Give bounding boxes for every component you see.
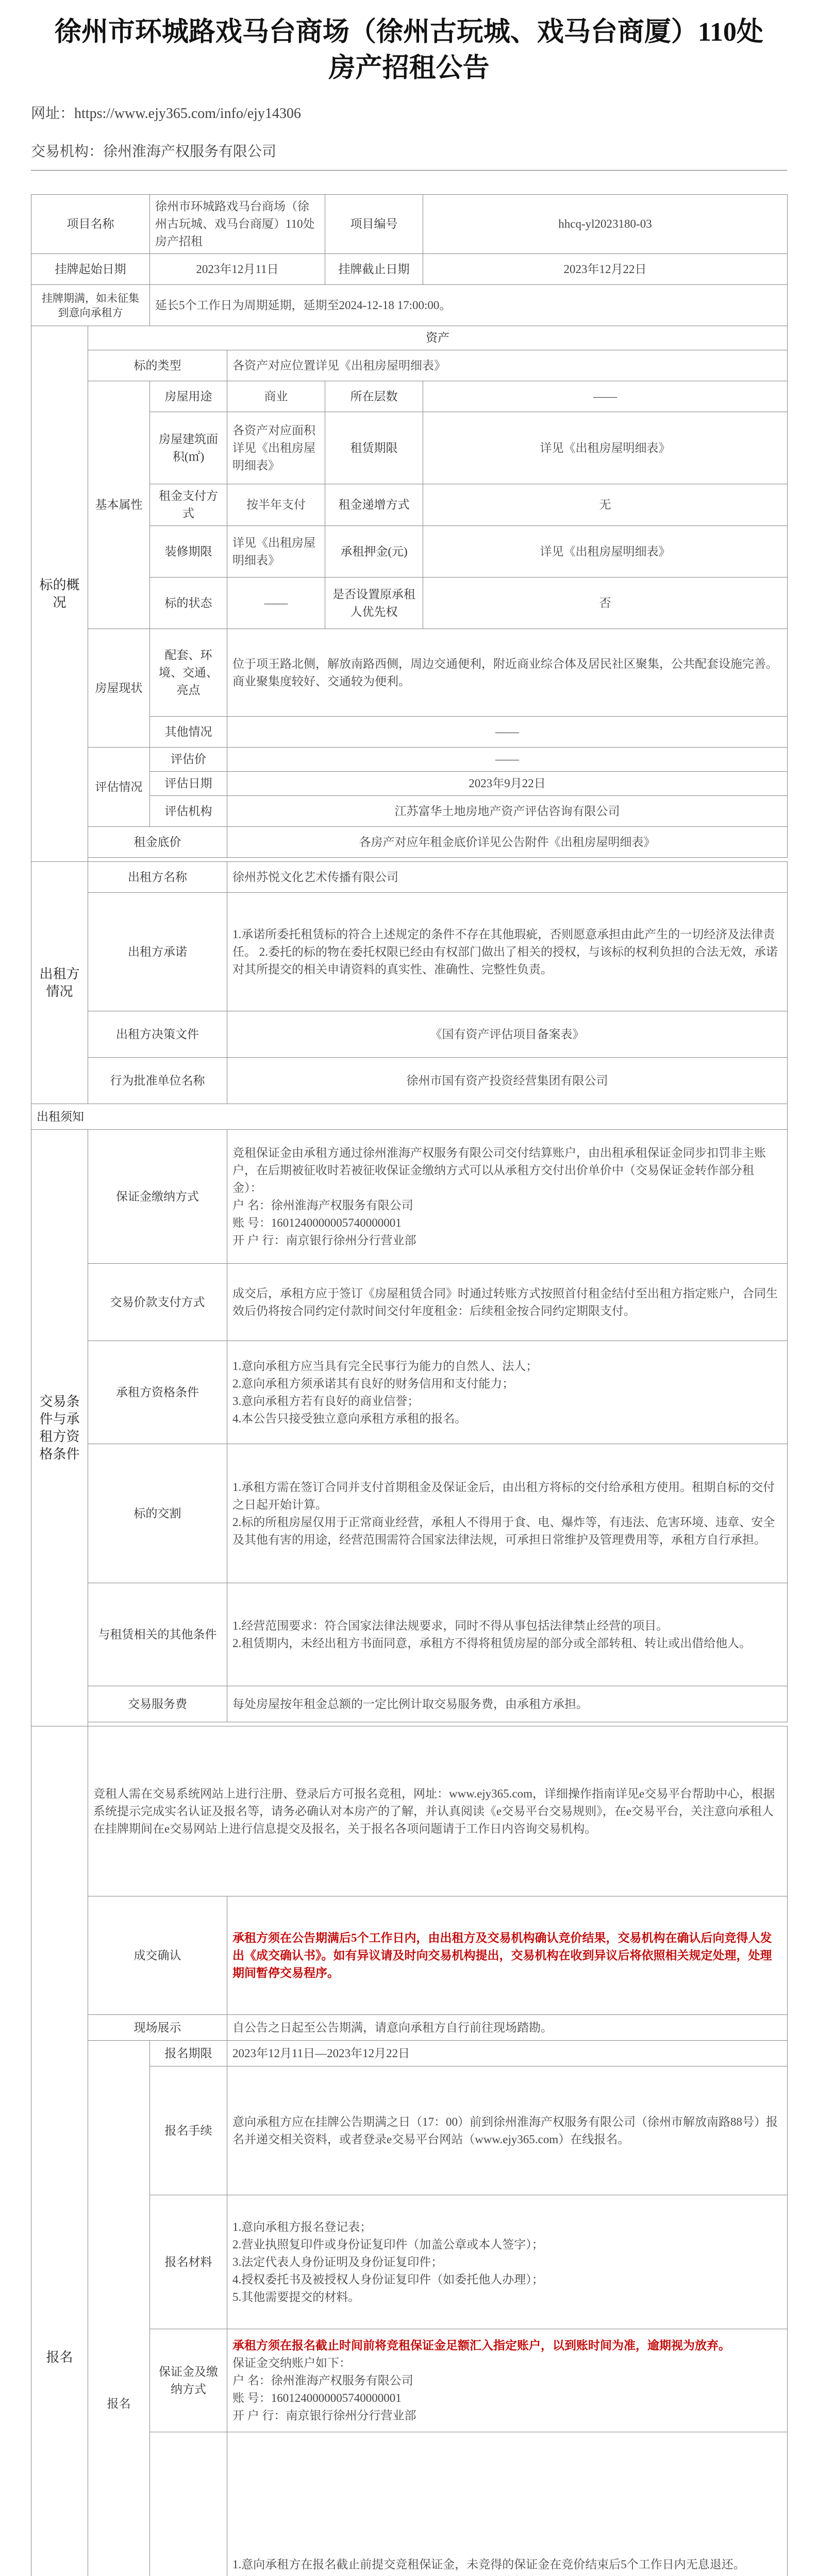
asset-section-label: 标的概况	[31, 326, 88, 862]
eval-section-label: 评估情况	[88, 748, 150, 827]
facility-value: 位于项王路北侧，解放南路西侧，周边交通便利，附近商业综合体及居民社区聚集，公共配套设施完善。商业聚集度较好、交通较为便利。	[227, 629, 788, 717]
status-value: ——	[227, 578, 325, 629]
url-line	[31, 102, 787, 123]
eval-date-label: 评估日期	[150, 772, 227, 796]
notice-table	[31, 194, 788, 2576]
raise-label: 租金递增方式	[325, 484, 423, 526]
other-value: ——	[227, 717, 788, 748]
apply-label: 报名	[88, 2041, 150, 2576]
show-label: 现场展示	[88, 2015, 227, 2041]
reg-deposit-text: 保证金交纳账户如下：	[232, 2356, 351, 2369]
lessor-section-label: 出租方情况	[31, 862, 88, 1104]
eval-org: 江苏富华土地房地产资产评估咨询有限公司	[227, 796, 788, 827]
confirm-label: 成交确认	[88, 1896, 227, 2015]
lease-value: 详见《出租房屋明细表》	[423, 412, 788, 484]
extend-label: 挂牌期满，如未征集到意向承租方	[31, 285, 150, 326]
approve-label: 行为批准单位名称	[88, 1058, 227, 1104]
docs-label: 报名材料	[150, 2195, 227, 2329]
approve-value: 徐州市国有资产投资经营集团有限公司	[227, 1058, 788, 1104]
terms-usage: 1.承租方需在签订合同并支付首期租金及保证金后，由出租方将标的交付给承租方使用。租期自标的交付之日起开始计算。 2.标的所租房屋仅用于正常商业经营，承租人不得用于食、电、爆炸等，有违法、危害环境、违章、安全及其他有害的用途，经营范围需符合国家法律法规，可承担日常维护及管理费用等，承租方自行承担。	[227, 1444, 788, 1583]
divider	[31, 170, 787, 171]
area-value: 各资产对应面积详见《出租房屋明细表》	[227, 412, 325, 484]
extra-label	[150, 2432, 227, 2576]
house-desc-label: 房屋现状	[88, 629, 150, 748]
terms-deposit-cell	[227, 1130, 788, 1264]
extra-text: 1.意向承租方在报名截止前提交竞租保证金，未竞得的保证金在竞价结束后5个工作日内无息退还。	[232, 2557, 745, 2571]
status-label: 标的状态	[150, 578, 227, 629]
asset-type-label: 标的类型	[88, 350, 227, 381]
promise-text: 1.承诺所委托租赁标的符合上述规定的条件不存在其他瑕疵，否则愿意承担由此产生的一切经济及法律责任。 2.委托的标的物在委托权限已经由有权部门做出了相关的授权，与该标的权利负担的合法无效，承诺对其所提交的相关申请资料的真实性、准确性、完整性负责。	[227, 893, 788, 1011]
terms-pay-label: 交易价款支付方式	[88, 1264, 227, 1341]
decor-value: 详见《出租房屋明细表》	[227, 526, 325, 578]
service-fee-label: 交易服务费	[88, 1686, 227, 1722]
start-date-label: 挂牌起始日期	[31, 254, 150, 285]
org-line	[31, 140, 787, 161]
org-name: 徐州淮海产权服务有限公司	[103, 144, 277, 160]
project-name-label: 项目名称	[31, 195, 150, 254]
project-name: 徐州市环城路戏马台商场（徐州古玩城、戏马台商厦）110处房产招租	[150, 195, 325, 254]
floor-value: ——	[423, 381, 788, 412]
usage-label: 房屋用途	[150, 381, 227, 412]
other-label: 其他情况	[150, 717, 227, 748]
decision-value: 《国有资产评估项目备案表》	[227, 1011, 788, 1058]
docs-text: 1.意向承租方报名登记表； 2.营业执照复印件或身份证复印件（加盖公章或本人签字）； 3.法定代表人身份证明及身份证复印件； 4.授权委托书及被授权人身份证复印件（如委托他人办理）； 5.其他需要提交的材料。	[227, 2195, 788, 2329]
basic-attr-label: 基本属性	[88, 381, 150, 629]
show-text: 自公告之日起至公告期满，请意向承租方自行前往现场踏勘。	[227, 2015, 788, 2041]
priority-value: 否	[423, 578, 788, 629]
end-date: 2023年12月22日	[423, 254, 788, 285]
raise-value: 无	[423, 484, 788, 526]
eval-price-label: 评估价	[150, 748, 227, 772]
eval-date: 2023年9月22日	[227, 772, 788, 796]
url-label: 网址：	[31, 106, 75, 122]
page-title: 徐州市环城路戏马台商场（徐州古玩城、戏马台商厦）110处房产招租公告	[54, 18, 764, 83]
reg-acct-name: 户 名：徐州淮海产权服务有限公司	[232, 2374, 413, 2387]
decision-label: 出租方决策文件	[88, 1011, 227, 1058]
usage-value: 商业	[227, 381, 325, 412]
org-label: 交易机构：	[31, 144, 104, 160]
reg-deposit-label: 保证金及缴纳方式	[150, 2329, 227, 2432]
pay-value: 按半年支付	[227, 484, 325, 526]
deposit-value: 详见《出租房屋明细表》	[423, 526, 788, 578]
floor-label: 所在层数	[325, 381, 423, 412]
terms-qual-label: 承租方资格条件	[88, 1341, 227, 1444]
project-no: hhcq-yl2023180-03	[423, 195, 788, 254]
priority-label: 是否设置原承租人优先权	[325, 578, 423, 629]
confirm-text: 承租方须在公告期满后5个工作日内，由出租方及交易机构确认竞价结果，交易机构在确认后向竞得人发出《成交确认书》。如有异议请及时向交易机构提出，交易机构在收到异议后将依照相关规定处理，处理期间暂停交易程序。	[227, 1896, 788, 2015]
asset-caption: 资产	[88, 326, 788, 350]
lessor-name: 徐州苏悦文化艺术传播有限公司	[227, 862, 788, 893]
register-period: 2023年12月11日—2023年12月22日	[227, 2041, 788, 2066]
service-fee: 每处房屋按年租金总额的一定比例计取交易服务费，由承租方承担。	[227, 1686, 788, 1722]
reg-notice: 竞租人需在交易系统网站上进行注册、登录后方可报名竞租，网址：www.ejy365.com，详细操作指南详见e交易平台帮助中心，根据系统提示完成实名认证及报名等，请务必确认对本房产的了解，并认真阅读《e交易平台交易规则》，在e交易平台，关注意向承租人在挂牌期间在e交易网站上进行信息提交及报名，关于报名各项问题请于工作日内咨询交易机构。	[88, 1726, 788, 1896]
deposit-label: 承租押金(元)	[325, 526, 423, 578]
register-label: 报名期限	[150, 2041, 227, 2066]
promise-label: 出租方承诺	[88, 893, 227, 1011]
terms-acct-name: 户 名：徐州淮海产权服务有限公司	[232, 1198, 413, 1212]
decor-label: 装修期限	[150, 526, 227, 578]
reg-deposit-cell	[227, 2329, 788, 2432]
eval-org-label: 评估机构	[150, 796, 227, 827]
terms-usage-label: 标的交割	[88, 1444, 227, 1583]
facility-label: 配套、环境、交通、亮点	[150, 629, 227, 717]
rent-value: 各房产对应年租金底价详见公告附件《出租房屋明细表》	[227, 827, 788, 858]
method-text: 意向承租方应在挂牌公告期满之日（17：00）前到徐州淮海产权服务有限公司（徐州市解放南路88号）报名并递交相关资料，或者登录e交易平台网站（www.ejy365.com）在线报名。	[227, 2066, 788, 2195]
terms-section-label: 交易条件与承租方资格条件	[31, 1130, 88, 1726]
terms-deposit-label: 保证金缴纳方式	[88, 1130, 227, 1264]
terms-acct-no: 账 号：1601240000005740000001	[232, 1216, 402, 1229]
rent-label: 租金底价	[88, 827, 227, 858]
reg-deposit-red: 承租方须在报名截止时间前将竞租保证金足额汇入指定账户，以到账时间为准，逾期视为放弃。	[232, 2338, 730, 2352]
eval-price: ——	[227, 748, 788, 772]
lease-label: 租赁期限	[325, 412, 423, 484]
pay-label: 租金支付方式	[150, 484, 227, 526]
terms-other: 1.经营范围要求：符合国家法律法规要求，同时不得从事包括法律禁止经营的项目。 2.租赁期内，未经出租方书面同意，承租方不得将租赁房屋的部分或全部转租、转让或出借给他人。	[227, 1583, 788, 1686]
start-date: 2023年12月11日	[150, 254, 325, 285]
extra-cell	[227, 2432, 788, 2576]
terms-qual: 1.意向承租方应当具有完全民事行为能力的自然人、法人； 2.意向承租方须承诺其有良好的财务信用和支付能力； 3.意向承租方若有良好的商业信誉； 4.本公告只接受独立意向承租方承租的报名。	[227, 1341, 788, 1444]
terms-bank: 开 户 行：南京银行徐州分行营业部	[232, 1233, 416, 1247]
reg-acct-no: 账 号：1601240000005740000001	[232, 2391, 402, 2404]
reg-bank: 开 户 行：南京银行徐州分行营业部	[232, 2409, 416, 2422]
terms-other-label: 与租赁相关的其他条件	[88, 1583, 227, 1686]
asset-type: 各资产对应位置详见《出租房屋明细表》	[227, 350, 788, 381]
terms-pay: 成交后，承租方应于签订《房屋租赁合同》时通过转账方式按照首付租金结付至出租方指定账户，合同生效后仍将按合同约定付款时间交付年度租金：后续租金按合同约定期限支付。	[227, 1264, 788, 1341]
lessor-name-label: 出租方名称	[88, 862, 227, 893]
project-no-label: 项目编号	[325, 195, 423, 254]
extend-text: 延长5个工作日为周期延期，延期至2024-12-18 17:00:00。	[150, 285, 788, 326]
area-label: 房屋建筑面积(㎡)	[150, 412, 227, 484]
url-link[interactable]: https://www.ejy365.com/info/ejy14306	[74, 106, 301, 122]
reg-section-label: 报名	[31, 1726, 88, 2576]
terms-deposit-text: 竞租保证金由承租方通过徐州淮海产权服务有限公司交付结算账户，由出租承租保证金同步扣罚非主账户，在后期被征收时若被征收保证金缴纳方式可以从承租方交付出价单价中（交易保证金转作部分租金）：	[232, 1146, 766, 1194]
note-heading: 出租须知	[31, 1104, 788, 1130]
method-label: 报名手续	[150, 2066, 227, 2195]
end-date-label: 挂牌截止日期	[325, 254, 423, 285]
